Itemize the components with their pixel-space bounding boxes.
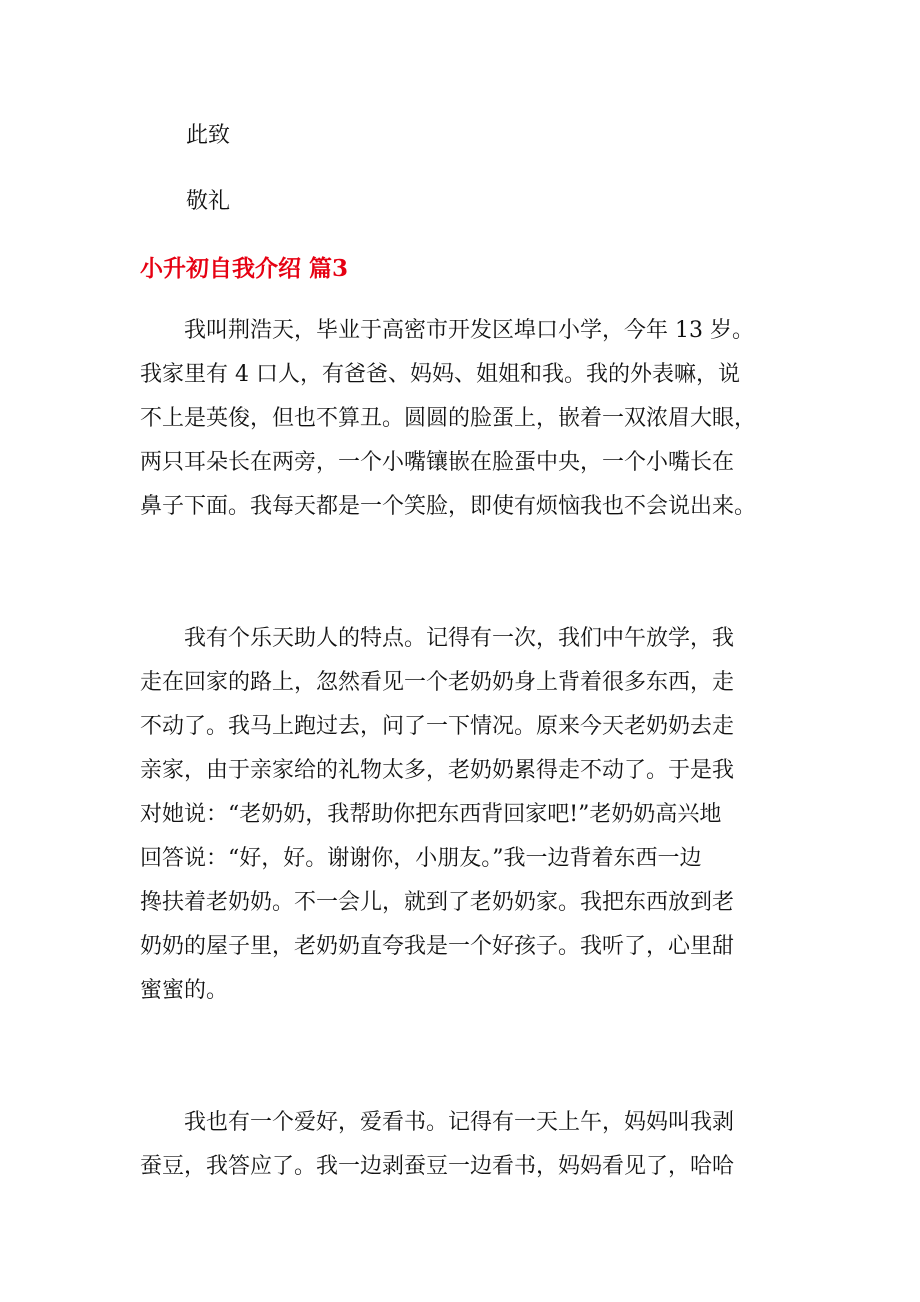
paragraph-line: 两只耳朵长在两旁，一个小嘴镶嵌在脸蛋中央，一个小嘴长在: [140, 450, 735, 475]
paragraph-hobby: [140, 1101, 780, 1189]
paragraph-helpful-trait: [140, 617, 780, 1013]
closing-line-cizhi: 此致: [186, 123, 231, 148]
paragraph-line: 蜜蜜的。: [140, 978, 229, 1003]
paragraph-line: 鼻子下面。我每天都是一个笑脸，即使有烦恼我也不会说出来。: [140, 494, 757, 519]
paragraph-line: 不动了。我马上跑过去，问了一下情况。原来今天老奶奶去走: [140, 714, 735, 739]
paragraph-line: 奶奶的屋子里，老奶奶直夸我是一个好孩子。我听了，心里甜: [140, 934, 735, 959]
paragraph-introduction: [140, 309, 780, 529]
paragraph-line: 亲家，由于亲家给的礼物太多，老奶奶累得走不动了。于是我: [140, 758, 735, 783]
paragraph-line: 我家里有 4 口人，有爸爸、妈妈、姐姐和我。我的外表嘛，说: [140, 362, 740, 387]
paragraph-line: 我也有一个爱好，爱看书。记得有一天上午，妈妈叫我剥: [184, 1110, 735, 1135]
paragraph-line: 回答说：“好，好。谢谢你，小朋友。”我一边背着东西一边: [140, 846, 702, 871]
paragraph-line: 对她说：“老奶奶，我帮助你把东西背回家吧!”老奶奶高兴地: [140, 802, 722, 827]
paragraph-line: 走在回家的路上，忽然看见一个老奶奶身上背着很多东西，走: [140, 670, 735, 695]
paragraph-line: 蚕豆，我答应了。我一边剥蚕豆一边看书，妈妈看见了，哈哈: [140, 1154, 735, 1179]
section-heading: 小升初自我介绍 篇3: [140, 255, 349, 282]
paragraph-line: 我有个乐天助人的特点。记得有一次，我们中午放学，我: [184, 626, 735, 651]
paragraph-line: 不上是英俊，但也不算丑。圆圆的脸蛋上，嵌着一双浓眉大眼，: [140, 406, 757, 431]
closing-line-jingli: 敬礼: [186, 189, 231, 214]
paragraph-line: 搀扶着老奶奶。不一会儿，就到了老奶奶家。我把东西放到老: [140, 890, 735, 915]
paragraph-line: 我叫荆浩天，毕业于高密市开发区埠口小学，今年 13 岁。: [184, 318, 754, 343]
